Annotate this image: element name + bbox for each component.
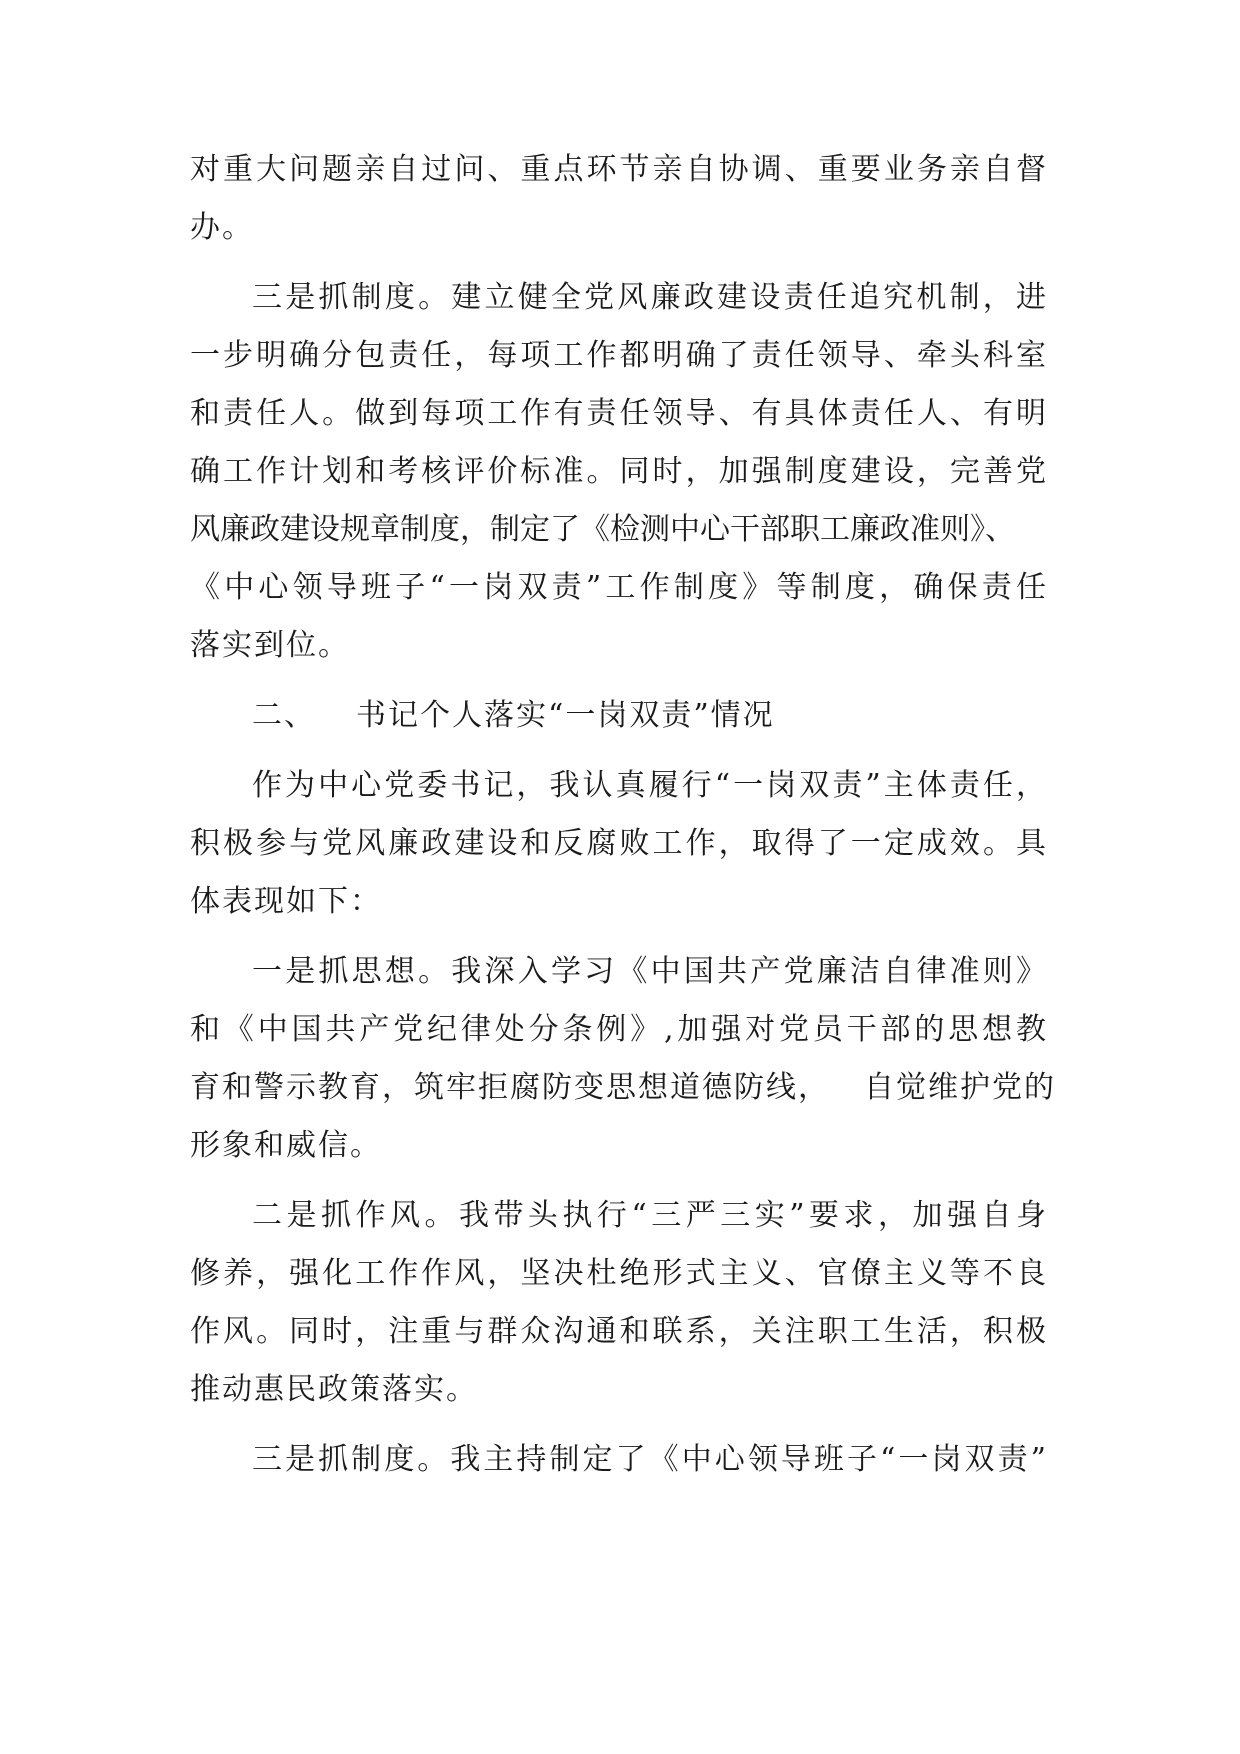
paragraph-line: 积极参与党风廉政建设和反腐败工作，取得了一定成效。具 bbox=[190, 826, 1048, 861]
paragraph-line bbox=[190, 1070, 1056, 1106]
paragraph-line: 一步明确分包责任，每项工作都明确了责任领导、牵头科室 bbox=[190, 338, 1048, 373]
paragraph-line: 风廉政建设规章制度，制定了《检测中心干部职工廉政准则》、 bbox=[190, 512, 1015, 547]
paragraph-line: 二是抓作风。我带头执行“三严三实”要求，加强自身 bbox=[252, 1198, 1048, 1233]
document-body bbox=[190, 152, 1056, 1478]
section-heading-title: 书记个人落实“一岗双责”情况 bbox=[356, 698, 775, 733]
paragraph-segment: 育和警示教育，筑牢拒腐防变思想道德防线， bbox=[190, 1070, 830, 1105]
section-heading-number: 二、 bbox=[252, 698, 316, 733]
paragraph-line: 三是抓制度。建立健全党风廉政建设责任追究机制，进 bbox=[252, 280, 1048, 315]
paragraph-line: 形象和威信。 bbox=[190, 1128, 382, 1163]
paragraph-line: 和责任人。做到每项工作有责任领导、有具体责任人、有明 bbox=[190, 396, 1048, 431]
paragraph-line: 体表现如下： bbox=[190, 884, 382, 919]
paragraph-line: 办。 bbox=[190, 210, 254, 245]
paragraph-line: 和《中国共产党纪律处分条例》,加强对党员干部的思想教 bbox=[190, 1012, 1048, 1047]
paragraph-line: 一是抓思想。我深入学习《中国共产党廉洁自律准则》 bbox=[252, 954, 1048, 989]
paragraph-line: 推动惠民政策落实。 bbox=[190, 1372, 478, 1407]
paragraph-line: 作风。同时，注重与群众沟通和联系，关注职工生活，积极 bbox=[190, 1314, 1048, 1349]
paragraph-line: 修养，强化工作作风，坚决杜绝形式主义、官僚主义等不良 bbox=[190, 1256, 1048, 1291]
paragraph-line: 作为中心党委书记，我认真履行“一岗双责”主体责任， bbox=[252, 768, 1048, 803]
paragraph-line: 《中心领导班子“一岗双责”工作制度》等制度，确保责任 bbox=[190, 570, 1048, 605]
paragraph-line: 确工作计划和考核评价标准。同时，加强制度建设，完善党 bbox=[190, 454, 1048, 489]
paragraph-segment: 自觉维护党的 bbox=[864, 1070, 1056, 1105]
paragraph-line: 对重大问题亲自过问、重点环节亲自协调、重要业务亲自督 bbox=[190, 152, 1048, 187]
section-heading bbox=[190, 698, 1048, 734]
paragraph-line: 三是抓制度。我主持制定了《中心领导班子“一岗双责” bbox=[252, 1442, 1048, 1477]
paragraph-line: 落实到位。 bbox=[190, 628, 350, 663]
